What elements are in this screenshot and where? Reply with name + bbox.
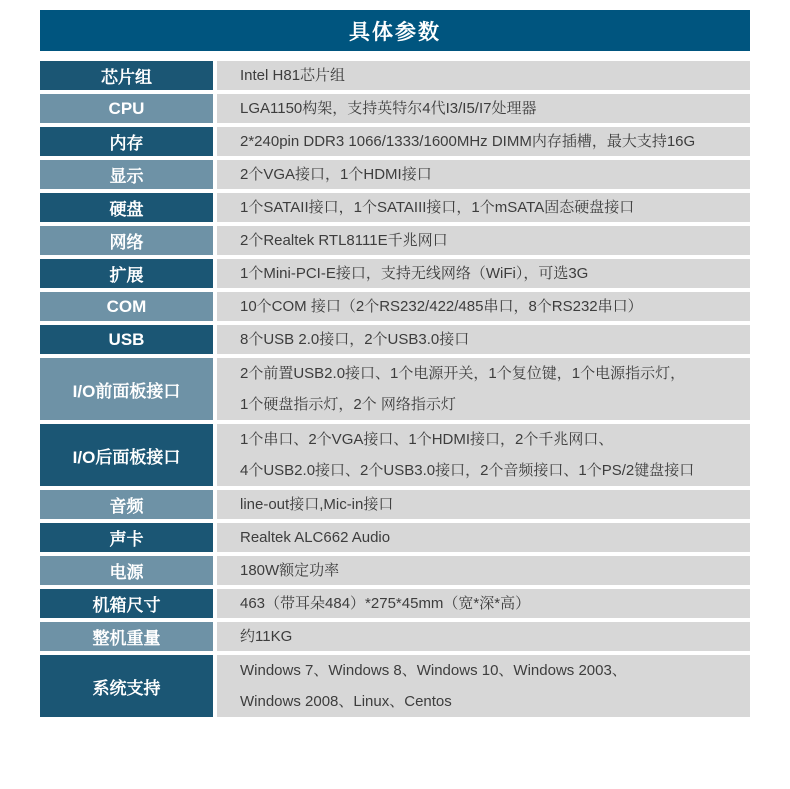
row-value <box>217 325 750 354</box>
spec-table-title: 具体参数 <box>40 10 750 51</box>
table-row <box>40 226 750 255</box>
row-value <box>217 127 750 156</box>
table-row <box>40 160 750 189</box>
row-value <box>217 424 750 486</box>
table-row <box>40 622 750 651</box>
row-value <box>217 94 750 123</box>
table-row <box>40 655 750 717</box>
row-label: 整机重量 <box>40 622 213 651</box>
row-value-line: Intel H81芯片组 <box>240 67 346 84</box>
row-value-line: Windows 7、Windows 8、Windows 10、Windows 2003、 <box>240 662 627 679</box>
table-row <box>40 259 750 288</box>
row-value-line: 约11KG <box>240 628 293 645</box>
row-value-line: Windows 2008、Linux、Centos <box>240 693 452 710</box>
row-label: I/O后面板接口 <box>40 424 213 486</box>
row-value-line: 2*240pin DDR3 1066/1333/1600MHz DIMM内存插槽，最大支持16G <box>240 133 696 150</box>
row-value <box>217 655 750 717</box>
spec-table <box>40 61 750 717</box>
row-value-line: line-out接口,Mic-in接口 <box>240 496 394 513</box>
row-label: 电源 <box>40 556 213 585</box>
row-label: 芯片组 <box>40 61 213 90</box>
table-row <box>40 292 750 321</box>
table-row <box>40 424 750 486</box>
table-row <box>40 325 750 354</box>
row-value <box>217 523 750 552</box>
row-value-line: 1个串口、2个VGA接口、1个HDMI接口，2个千兆网口、 <box>240 431 614 448</box>
row-value-line: 4个USB2.0接口、2个USB3.0接口，2个音频接口、1个PS/2键盘接口 <box>240 462 695 479</box>
row-label: 声卡 <box>40 523 213 552</box>
row-label: 显示 <box>40 160 213 189</box>
row-value-line: 1个硬盘指示灯，2个 网络指示灯 <box>240 396 456 413</box>
row-value <box>217 556 750 585</box>
table-row <box>40 589 750 618</box>
row-value-line: 8个USB 2.0接口，2个USB3.0接口 <box>240 331 470 348</box>
row-value-line: 180W额定功率 <box>240 562 340 579</box>
row-label: 音频 <box>40 490 213 519</box>
row-value <box>217 61 750 90</box>
row-label: COM <box>40 292 213 321</box>
row-value-line: 463（带耳朵484）*275*45mm（宽*深*高） <box>240 595 531 612</box>
row-value-line: 10个COM 接口（2个RS232/422/485串口，8个RS232串口） <box>240 298 643 315</box>
row-value <box>217 226 750 255</box>
table-row <box>40 94 750 123</box>
row-label: USB <box>40 325 213 354</box>
row-label: 系统支持 <box>40 655 213 717</box>
row-value <box>217 193 750 222</box>
table-row <box>40 358 750 420</box>
row-label: CPU <box>40 94 213 123</box>
row-label: I/O前面板接口 <box>40 358 213 420</box>
row-value <box>217 358 750 420</box>
row-value-line: Realtek ALC662 Audio <box>240 529 391 546</box>
row-value <box>217 292 750 321</box>
row-label: 硬盘 <box>40 193 213 222</box>
row-value-line: LGA1150构架，支持英特尔4代I3/I5/I7处理器 <box>240 100 537 117</box>
row-label: 机箱尺寸 <box>40 589 213 618</box>
spec-table-container <box>40 10 750 721</box>
row-value-line: 1个SATAII接口，1个SATAIII接口，1个mSATA固态硬盘接口 <box>240 199 635 216</box>
row-value <box>217 490 750 519</box>
row-value <box>217 622 750 651</box>
row-value <box>217 589 750 618</box>
table-row <box>40 61 750 90</box>
row-value-line: 2个前置USB2.0接口、1个电源开关，1个复位键，1个电源指示灯， <box>240 365 686 382</box>
row-value <box>217 160 750 189</box>
row-value-line: 1个Mini-PCI-E接口，支持无线网络（WiFi），可选3G <box>240 265 589 282</box>
row-value-line: 2个Realtek RTL8111E千兆网口 <box>240 232 448 249</box>
table-row <box>40 127 750 156</box>
row-label: 扩展 <box>40 259 213 288</box>
table-row <box>40 490 750 519</box>
row-value <box>217 259 750 288</box>
table-row <box>40 556 750 585</box>
row-label: 网络 <box>40 226 213 255</box>
row-value-line: 2个VGA接口，1个HDMI接口 <box>240 166 432 183</box>
row-label: 内存 <box>40 127 213 156</box>
table-row <box>40 193 750 222</box>
table-row <box>40 523 750 552</box>
